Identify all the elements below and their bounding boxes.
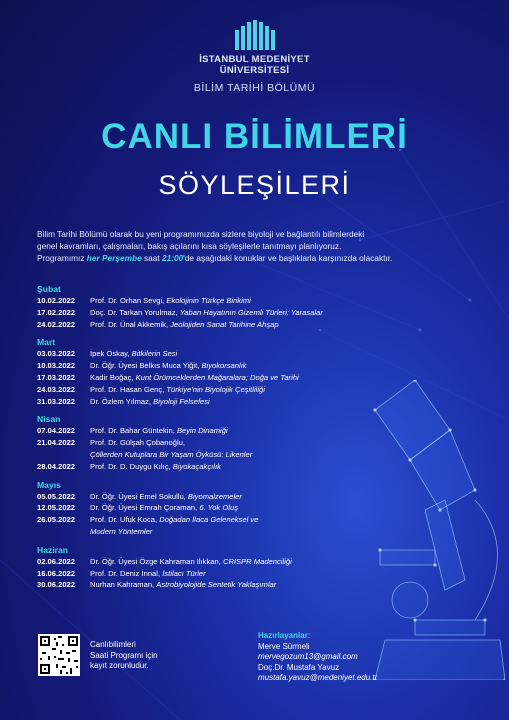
event-info [90,396,367,408]
university-logo-icon [235,20,279,50]
speaker-name: Prof. Dr. Gülşah Çobanoğlu, [90,438,185,448]
event-info [90,568,367,580]
intro-line: genel kavramları, çalışmaları, bakış açılarını kısa söyleşilerle tanıtmayı planlıyoruz. [37,241,342,251]
event-date: 07.04.2022 [37,426,76,436]
intro-paragraph [37,228,477,264]
registration-note [90,640,190,672]
month-section [37,480,367,538]
event-row [37,556,367,568]
event-row [37,579,367,591]
talk-topic: Ekolojinin Türkçe Birikimi [166,296,251,305]
event-row [37,372,367,384]
event-row [37,491,367,503]
event-row [37,348,367,360]
event-date [37,526,90,538]
intro-text: Programımız [37,253,85,263]
note-line: Saati Programı için [90,650,158,660]
event-row [37,502,367,514]
university-name-line2: ÜNİVERSİTESİ [219,65,290,76]
department-name: BİLİM TARİHİ BÖLÜMÜ [193,82,316,94]
event-row [37,449,367,461]
event-info [90,514,367,526]
event-date: 10.02.2022 [37,296,76,305]
intro-highlight-time: 21:00 [162,253,184,263]
event-info [90,425,367,437]
event-info [90,437,367,449]
event-row [37,295,367,307]
month-name: Mart [37,337,56,348]
event-date: 26.05.2022 [37,515,76,525]
talk-topic: Biyomalzemeler [187,491,242,501]
talk-topic: İstilacı Türler [162,568,206,578]
month-section [37,284,367,330]
event-row [37,307,367,319]
talk-topic: 6. Yok Oluş [199,503,239,513]
speaker-name: Dr. Öğr. Üyesi Emel Sokullu, [90,491,186,501]
event-date: 30.06.2022 [37,580,76,590]
speaker-name: Doç. Dr. Tarkan Yorulmaz, [90,307,178,317]
speaker-name: Prof. Dr. Hasan Genç, [90,384,165,394]
talk-topic: Astrobiyolojide Sentetik Yaklaşımlar [156,580,277,590]
event-date: 16.06.2022 [37,568,76,578]
speaker-name: Prof. Dr. Bahar Güntekin, [90,426,175,436]
note-line: Canlıbilimleri [90,640,136,649]
organizer-email[interactable]: mustafa.yavuz@medeniyet.edu.tr [258,673,378,682]
organizer-name: Doç.Dr. Mustafa Yavuz [258,662,340,672]
talk-topic: CRISPR Madenciliği [222,556,292,566]
event-date: 24.03.2022 [37,384,76,394]
talk-topic: Modern Yöntemler [90,526,153,536]
speaker-name: Prof. Dr. Ufuk Koca, [90,515,158,525]
organizers-block [258,631,458,684]
event-row [37,461,367,473]
organizer-email[interactable]: mervegozum13@gmail.com [258,652,358,661]
organizers-heading: Hazırlayanlar: [258,631,311,640]
event-date: 05.05.2022 [37,491,76,501]
talk-topic: Jeolojiden Sanat Tarihine Ahşap [170,319,279,329]
month-name: Nisan [37,414,61,425]
talk-topic: Biyoloji Felsefesi [153,396,210,406]
intro-highlight-day: her Perşembe [86,253,142,263]
intro-line: Bilim Tarihi Bölümü olarak bu yeni programımızda sizlere biyoloji ve bağlantılı bilimlerdeki [37,229,365,239]
speaker-name: Prof. Dr. D. Duygu Kılıç, [90,461,171,471]
talk-topic: Biyokaçakçılık [172,461,221,471]
event-info [90,449,367,461]
event-info [90,372,367,384]
organizer-name: Merve Sürmeli [258,641,310,651]
speaker-name: Nurhan Kahraman, [90,580,155,590]
event-info [90,319,367,331]
talk-topic: Yaban Hayatının Gizemli Türleri: Yarasalar [179,307,323,317]
speaker-name: Dr. Öğr. Üyesi Belkıs Muca Yiğit, [90,361,200,371]
event-row [37,360,367,372]
event-info [90,384,367,396]
event-date: 21.04.2022 [37,438,76,448]
university-name-line1: İSTANBUL MEDENİYET [199,54,310,65]
event-date: 03.03.2022 [37,349,76,359]
intro-text: 'de aşağıdaki konuklar ve başlıklarla karşınızda olacaktır. [183,253,393,263]
month-section [37,337,367,407]
talk-topic: Kunt Örümceklerden Mağaralara; Doğa ve Tarihi [135,372,299,382]
note-line: kayıt zorunludur. [90,661,149,670]
event-row [37,568,367,580]
speaker-name: Dr. Özlem Yılmaz, [90,396,152,406]
event-info [90,579,367,591]
event-row [37,396,367,408]
month-name: Mayıs [37,479,61,490]
month-name: Şubat [37,284,61,294]
event-date: 17.03.2022 [37,372,76,382]
month-name: Haziran [37,544,69,555]
speaker-name: Dr. Öğr. Üyesi Emrah Çoraman, [90,503,198,513]
event-date: 24.02.2022 [37,319,76,329]
event-info [90,502,367,514]
event-info [90,461,367,473]
talk-topic: Doğadan İlaca Geleneksel ve [159,515,259,525]
talk-topic: Çöllerden Kutuplara Bir Yaşam Öyküsü: Likenler [90,449,253,459]
speaker-name: Prof. Dr. Orhan Sevgi, [90,296,165,305]
intro-line [37,252,477,264]
event-info [90,491,367,503]
event-date: 02.06.2022 [37,556,76,566]
event-info [90,307,367,319]
talk-topic: Bitkilerin Sesi [131,349,178,359]
event-info [90,295,367,307]
speaker-name: Kadir Boğaç, [90,372,134,382]
event-info [90,526,367,538]
talk-topic: Biyokorsanlık [201,361,247,371]
talk-topic: Beyin Dinamiği [176,426,228,436]
month-section [37,545,367,591]
event-date: 12.05.2022 [37,503,76,513]
main-title: CANLI BİLİMLERİ [101,117,408,156]
event-row [37,425,367,437]
event-date: 31.03.2022 [37,396,76,406]
schedule [37,277,367,591]
intro-text: saat [144,253,160,263]
event-date: 10.03.2022 [37,361,76,371]
speaker-name: Prof. Dr. Ünal Akkemik, [90,319,169,329]
sub-title: SÖYLEŞİLERİ [158,170,351,200]
event-info [90,556,367,568]
qr-code-icon[interactable] [38,634,80,676]
speaker-name: İpek Oskay, [90,349,130,359]
event-row [37,514,367,526]
event-row [37,526,367,538]
month-section [37,414,367,472]
event-info [90,360,367,372]
event-date [37,449,90,461]
speaker-name: Prof. Dr. Deniz İnnal, [90,568,161,578]
talk-topic: Türkiye'nin Biyolojik Çeşitliliği [166,384,265,394]
event-info [90,348,367,360]
event-date: 28.04.2022 [37,461,76,471]
event-row [37,319,367,331]
event-row [37,437,367,449]
event-date: 17.02.2022 [37,307,76,317]
event-row [37,384,367,396]
speaker-name: Dr. Öğr. Üyesi Özge Kahraman Ilıkkan, [90,556,221,566]
